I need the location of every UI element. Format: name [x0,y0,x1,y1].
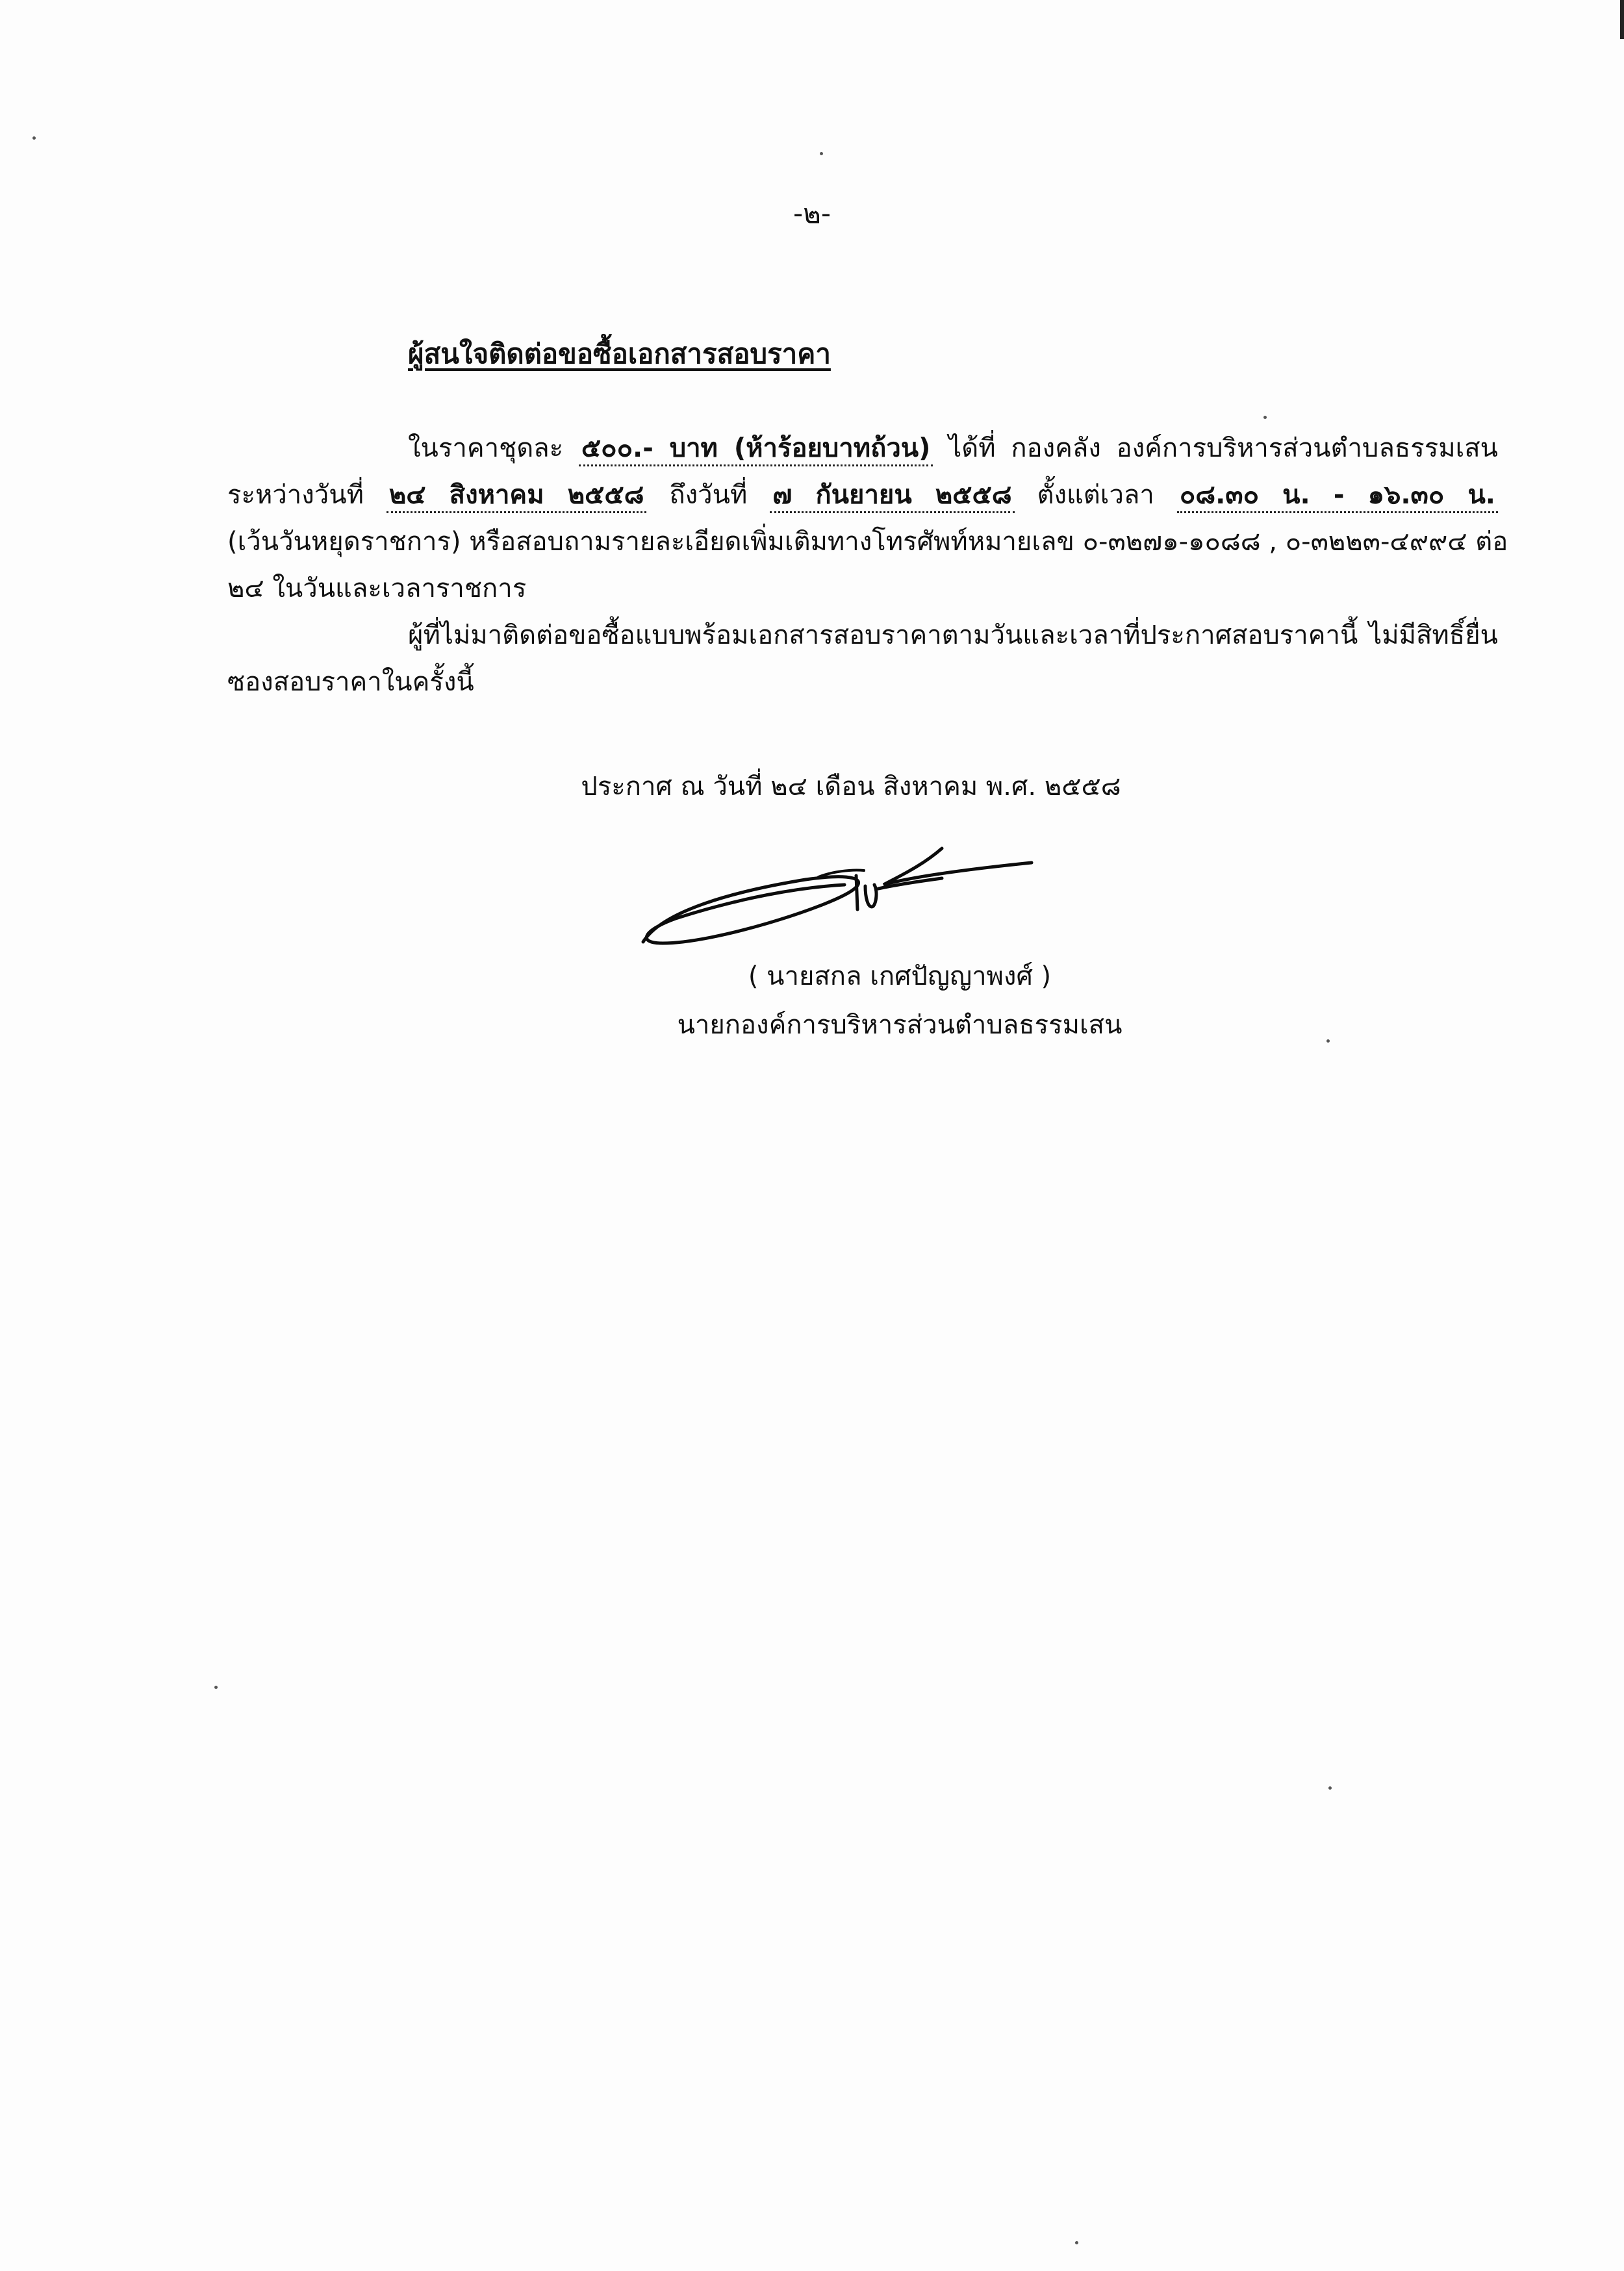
paragraph-line [227,472,1498,518]
price-prefix: ในราคาชุดละ [408,433,564,463]
signer-name: ( นายสกล เกศปัญญาพงศ์ ) [748,961,1052,991]
period-prefix: ระหว่างวันที่ [227,480,364,510]
paragraph-notice [227,612,1498,705]
location-text: ได้ที่ กองคลัง องค์การบริหารส่วนตำบลธรรมเสน [948,433,1499,463]
time-label: ตั้งแต่เวลา [1037,480,1154,510]
paragraph-line [227,425,1498,472]
time-range: ๐๘.๓๐ น. - ๑๖.๓๐ น. [1177,480,1498,513]
signature-image [637,846,1039,956]
paragraph-purchase-details [227,425,1508,612]
scan-speck [1328,1786,1332,1790]
signer-title: นายกองค์การบริหารส่วนตำบลธรรมเสน [677,1010,1123,1040]
start-date: ๒๔ สิงหาคม ๒๕๕๘ [387,480,647,513]
paragraph-line: (เว้นวันหยุดราชการ) หรือสอบถามรายละเอียดเพิ่มเติมทางโทรศัพท์หมายเลข ๐-๓๒๗๑-๑๐๘๘ , ๐-๓๒๒๓-๔๙๙๔ ต่อ [227,527,1508,557]
scan-speck [214,1686,218,1689]
section-heading: ผู้สนใจติดต่อขอซื้อเอกสารสอบราคา [408,338,831,370]
scan-speck [1263,416,1267,419]
paragraph-line: ผู้ที่ไม่มาติดต่อขอซื้อแบบพร้อมเอกสารสอบราคาตามวันและเวลาที่ประกาศสอบราคานี้ ไม่มีสิทธิ์ยื่น [408,620,1498,650]
paragraph-line: ซองสอบราคาในครั้งนี้ [227,667,474,697]
scan-speck [32,136,36,140]
scan-speck [1075,2241,1078,2244]
period-mid: ถึงวันที่ [669,480,748,510]
paragraph-line: ๒๔ ในวันและเวลาราชการ [227,574,527,603]
price-value: ๕๐๐.- บาท (ห้าร้อยบาทถ้วน) [579,433,933,466]
scan-edge-mark [1620,0,1624,39]
announcement-date: ประกาศ ณ วันที่ ๒๔ เดือน สิงหาคม พ.ศ. ๒๕๕๘ [581,772,1121,802]
end-date: ๗ กันยายน ๒๕๕๘ [770,480,1014,513]
page-number: -๒- [793,197,831,229]
scan-speck [820,152,823,155]
